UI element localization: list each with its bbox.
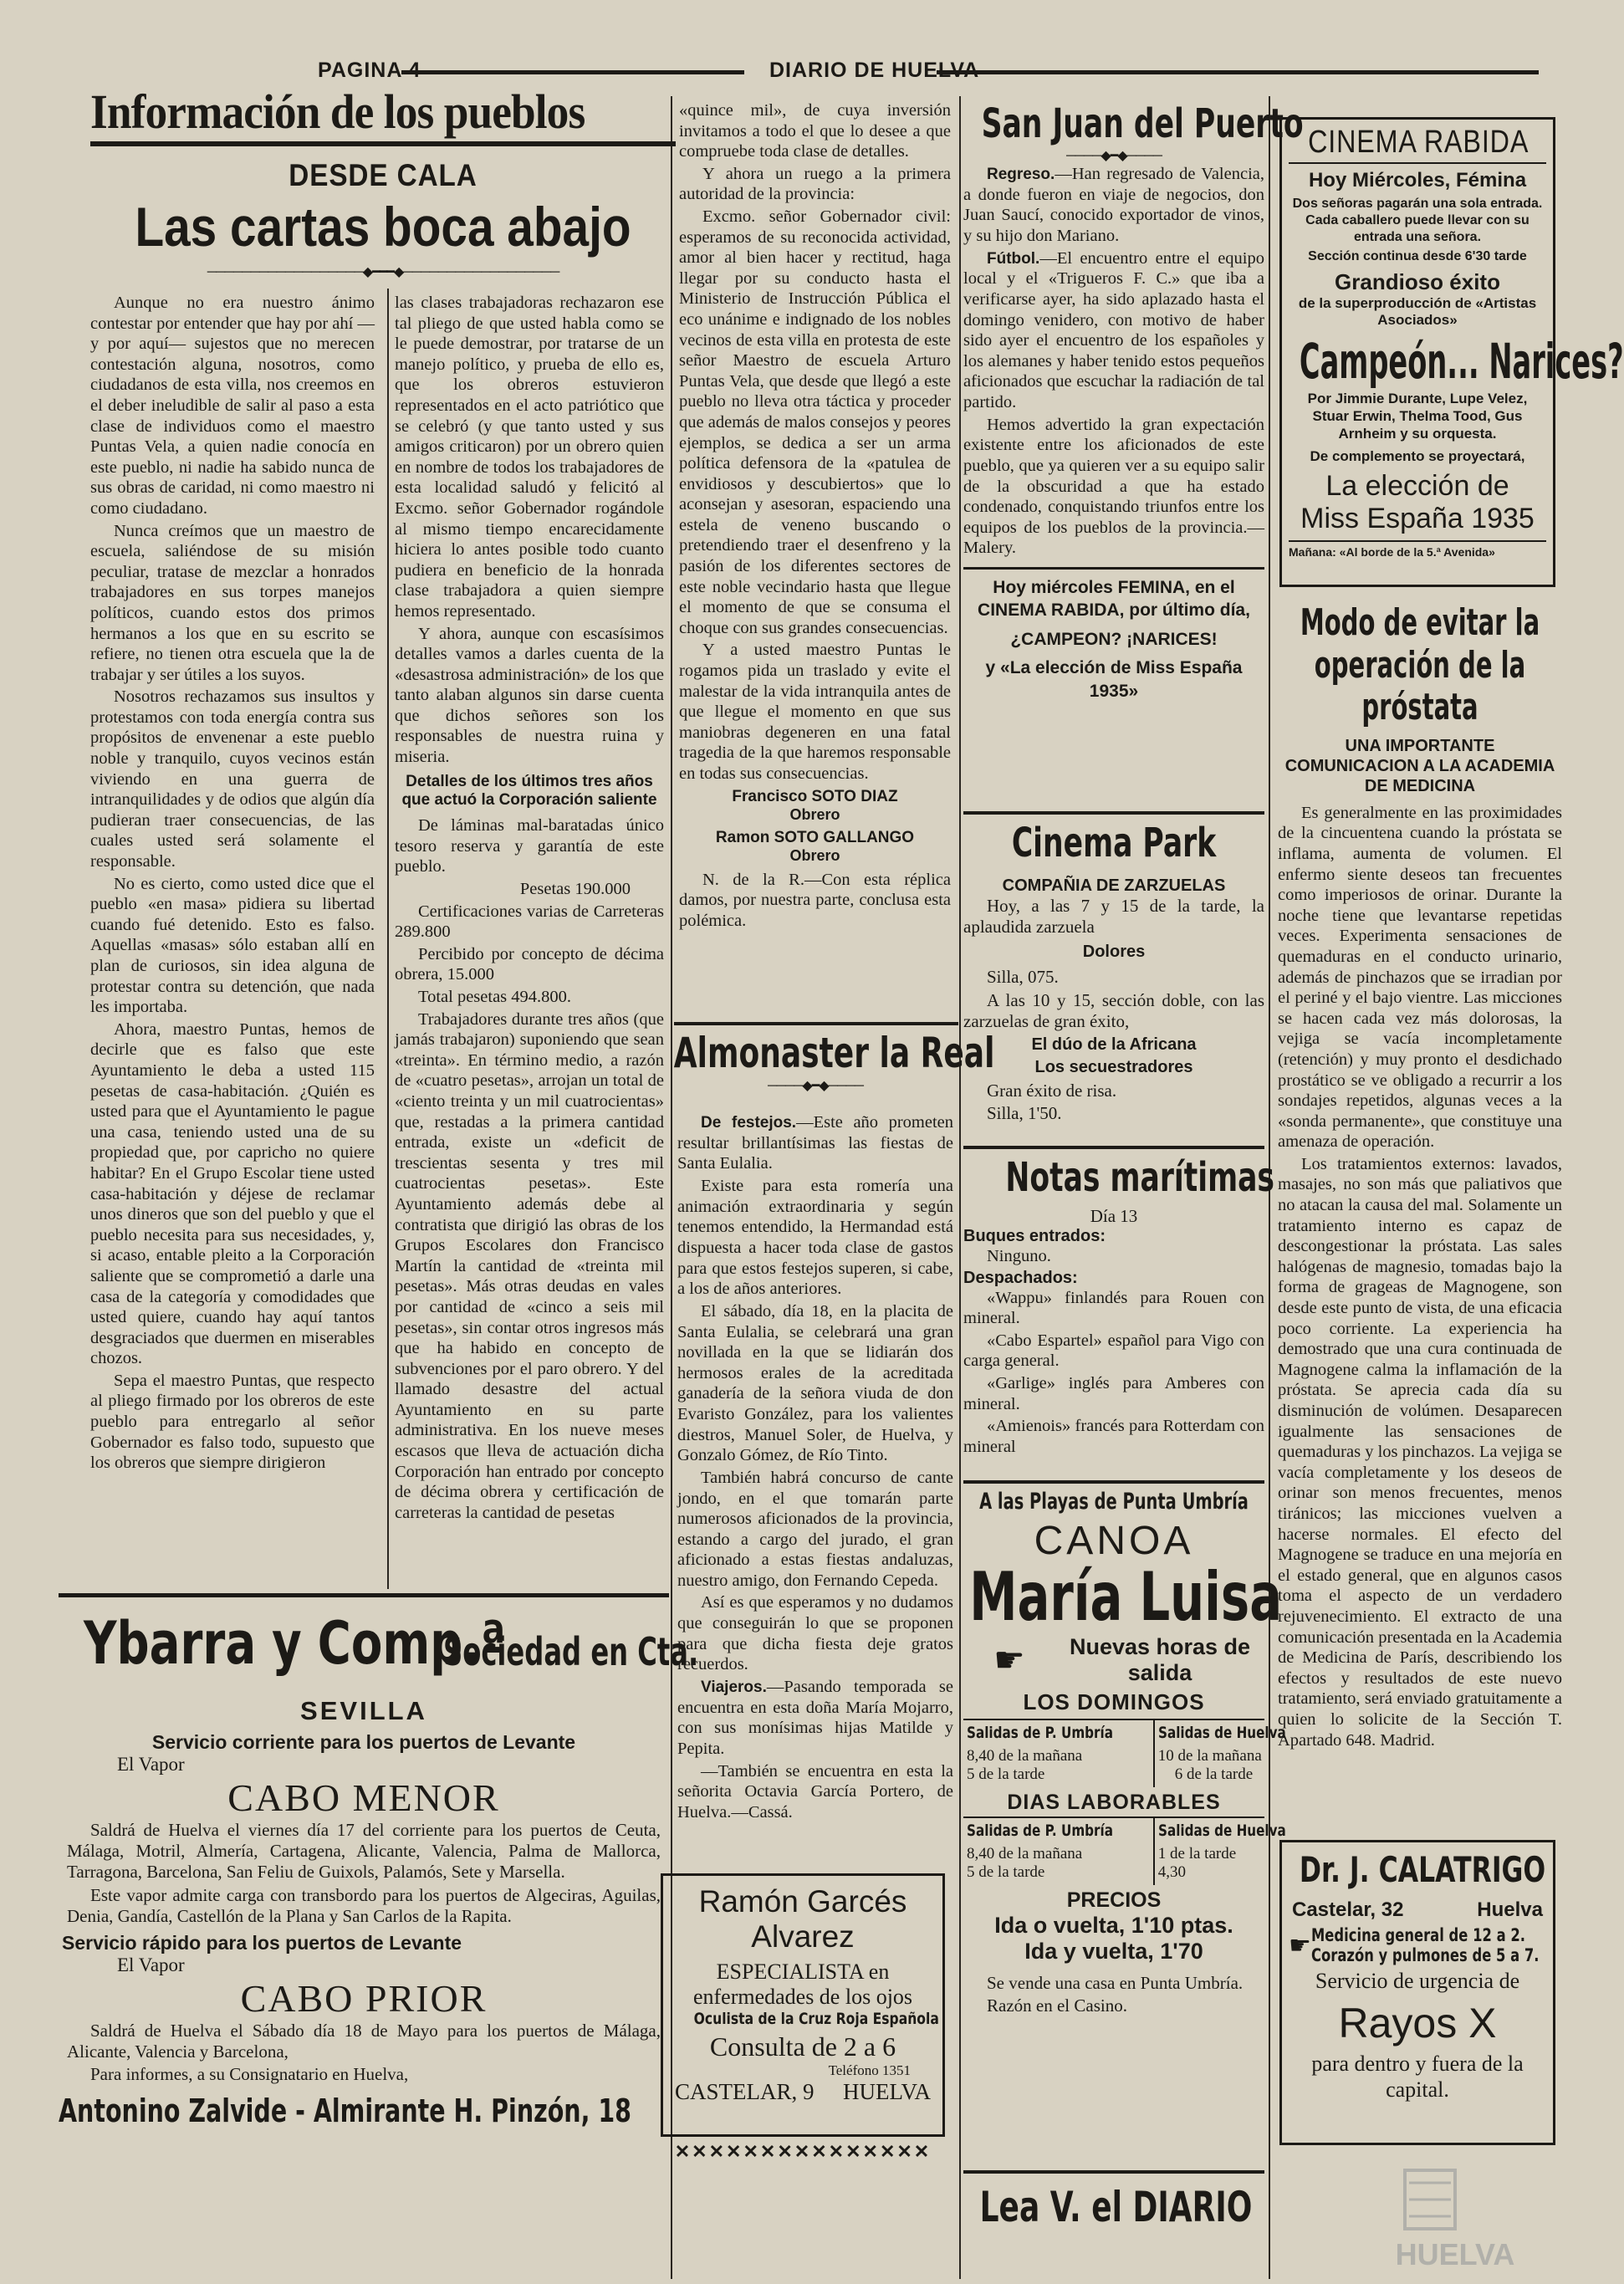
notas-maritimas	[963, 1154, 1275, 1459]
schedule-header: Salidas de P. Umbría	[967, 1724, 1114, 1743]
hours-line: Corazón y pulmones de 5 a 7.	[1310, 1945, 1540, 1965]
subheading: Detalles de los últimos tres años que actuó la Corporación saliente	[401, 772, 657, 810]
paragraph-text: —El encuentro entre el equipo local y el «Trigueros F. C.» que iba a verificarse ayer, ha sido aplazado hasta el domingo venidero, con motivo de haber sido ayer el encuentro de los españoles y los alemanes y haber tenido estos pequeños aficionados que escuchar la radiación de tal partido.	[963, 248, 1264, 411]
section-title: Notas marítimas	[1005, 1154, 1275, 1201]
play-title: Los secuestradores	[1034, 1057, 1193, 1076]
address: Castelar, 32	[1292, 1898, 1404, 1921]
exito: Grandioso éxito	[1335, 269, 1500, 294]
ornament: ──────────────────◆━━━◆──────────────────	[207, 265, 559, 279]
ybarra-ad	[59, 1597, 699, 2266]
subheading: Despachados:	[963, 1268, 1078, 1287]
ship-item: «Garlige» inglés para Amberes con mineral.	[963, 1373, 1264, 1413]
paragraph: De láminas mal-baratadas único tesoro reserva y garantía de este pueblo.	[395, 816, 664, 876]
paragraph: Ahora, maestro Puntas, hemos de decirle que es falso que este Ayuntamiento le deba a usted 115 pesetas de casa-habitación. ¿Quién es usted para que el Ayuntamiento le pague una casa, teniendo usted una de su propiedad que, por capricho no quiere habitar? En el Grupo Escolar tiene usted casa-habitación y déjese de reclamar unos dineros que son del pueblo y que el pueblo necesita para sus necesidades, y, si acaso, entable pleito a la Corporación saliente que se comprometió a darle una casa de la categoría y comodidades que usted quiere, cuando hay aquí tantos desgraciados que duermen en miserables chozos.	[90, 1019, 375, 1368]
coverage: para dentro y fuera de la capital.	[1311, 2052, 1524, 2103]
editor-note: N. de la R.—Con esta réplica damos, por nuestra parte, conclusa esta polémica.	[679, 870, 951, 930]
ship-name: CABO PRIOR	[240, 1976, 488, 2020]
film-title: Campeón... Narices?	[1299, 332, 1624, 390]
cala-header	[90, 84, 676, 280]
sundays: LOS DOMINGOS	[1023, 1689, 1205, 1715]
film-title: La elección de	[1325, 469, 1509, 502]
paragraph: Los tratamientos externos: lavados, masajes, no son más que paliativos que no atacan la causa del mal. Solamente un tratamiento interno es capaz de descongestionar la próstata. Las sales halógenas de magnesio, tomadas bajo la forma de grageas de Magnogene, son desde este punto de vista, de una eficacia poco corriente. La experiencia ha demostrado que una cura continuada de Magnogene calma la inflamación de la próstata. Se aprecia cada día su disminución de volúmen. Desaparecen igualmente las sensaciones de quemaduras y los pinchazos. La vejiga se vacía completamente y los deseos de orinar son menos frecuentes, menos tiránicos; las micciones vuelven a hacerse normales. El efecto del Magnogene se traduce en una mejoría en el estado general, que en algunos casos toma el aspecto de un verdadero rejuvenecimiento. El extracto de una comunicación presentada en la Academia de Medicina de París, describiendo los efectos y resultados de este nuevo tratamiento, será enviado gratuitamente a quien lo solicite de la Sección T. Apartado 648. Madrid.	[1278, 1154, 1562, 1750]
price: Ida o vuelta, 1'10 ptas.	[994, 1913, 1233, 1939]
schedule-header: Salidas de Huelva	[1157, 1724, 1286, 1743]
signature: Ramon SOTO GALLANGO	[715, 828, 915, 846]
femina-film: ¿CAMPEON? ¡NARICES!	[1010, 630, 1218, 650]
kicker: DESDE CALA	[289, 158, 477, 192]
ybarra-tag: Sociedad en Cta.	[443, 1629, 699, 1674]
price: Ida y vuelta, 1'70	[1024, 1939, 1203, 1965]
price: Silla, 1'50.	[987, 1103, 1062, 1124]
hours	[1289, 1925, 1546, 1965]
ybarra-logo: Ybarra y Comp.ª	[84, 1609, 506, 1678]
cinema-name: CINEMA RABIDA	[1308, 125, 1530, 160]
section-title: San Juan del Puerto	[981, 100, 1304, 147]
paragraph	[677, 1592, 953, 1675]
ornament-row: ✕✕✕✕✕✕✕✕✕✕✕✕✕✕✕	[674, 2141, 932, 2162]
ship-name: CABO MENOR	[227, 1776, 500, 1819]
page-header	[318, 59, 1547, 84]
paragraph	[677, 1112, 953, 1174]
paragraph: Y ahora, aunque con escasísimos detalles vamos a darles cuenta de la «desastrosa administración» de los que tanto alaban algunos sin darse cuenta que dichos señores son los responsables de nuestra ruina y miseria.	[395, 624, 664, 767]
urgency: Servicio de urgencia de	[1315, 1969, 1520, 1993]
paragraph: Certificaciones varias de Carreteras 289.800	[395, 902, 664, 942]
paragraph-text: —Han regresado de Valencia, a donde fueron en viaje de negocios, don Juan Saucí, conocido exportador de vinos, y su hijo don Mariano.	[963, 165, 1264, 245]
paragraph: Excmo. señor Gobernador civil: esperamos de su reconocida actividad, amor al bien hacer y rectitud, haga llegar por su conducto hasta el Ministerio de Instrucción Pública el eco unánime e indignado de los nobles vecinos de esta villa en protesta de este señor Maestro de escuela Arturo Puntas Vela, que desde que llegó a este pueblo no lleva otra táctica y proceder que además de malos consejos y peores ejemplos, se dedica a ser un arma política defensora de la «patulea de envidiosos y descubiertos» que lo aconsejan y asesoran, espaciendo una estela de veneno buscando o pretendiendo traer el desenfreno y la pasión de los diferentes sectores de este noble vecindario hasta que llegue el momento de que se consuma el choque con sus grandes consecuencias.	[679, 207, 951, 637]
ship-item: «Amienois» francés para Rotterdam con mineral	[963, 1417, 1264, 1456]
film-title: Miss España 1935	[1300, 502, 1535, 534]
consulta: Consulta de 2 a 6	[709, 2031, 896, 2062]
cala-col2	[395, 293, 664, 1525]
cast: Por Jimmie Durante, Lupe Velez, Stuar Erwin, Thelma Tood, Gus Arnheim y su orquesta.	[1307, 390, 1528, 442]
femina-notice: Hoy miércoles FEMINA, en el CINEMA RABIDA, por último día,	[978, 577, 1250, 621]
signature-role: Obrero	[789, 805, 840, 823]
section-title: Almonaster la Real	[673, 1029, 995, 1077]
schedule-header: Salidas de Huelva	[1157, 1822, 1286, 1841]
femina-film: y «La elección de Miss España 1935»	[985, 658, 1243, 701]
time: 4,30	[1157, 1863, 1187, 1882]
almonaster-section: Almonaster la Real ────◆━◆────	[673, 1029, 995, 1093]
play-title: El dúo de la Africana	[1031, 1035, 1197, 1054]
canoa-ad	[963, 1489, 1286, 2018]
boat-name: María Luisa	[969, 1558, 1283, 1636]
paragraph: Sepa el maestro Puntas, que respecto al pliego firmado por los obreros de este pueblo para entregarlo al señor Gobernador es falso todo, supuesto que los obreros que siempre dirigieron	[90, 1371, 375, 1473]
agent-line: Antonino Zalvide - Almirante H. Pinzón, 18	[59, 2092, 631, 2129]
amount: Pesetas 190.000	[519, 880, 631, 899]
showtime: Hoy, a las 7 y 15 de la tarde, la aplaudida zarzuela	[963, 896, 1264, 938]
time: 10 de la mañana	[1157, 1747, 1262, 1765]
notice: Se vende una casa en Punta Umbría.	[987, 1973, 1244, 1994]
canoa-top: A las Playas de Punta Umbría	[979, 1489, 1249, 1515]
time: 5 de la tarde	[967, 1863, 1045, 1882]
doctor-name: Dr. J. CALATRIGO	[1299, 1849, 1546, 1890]
session: Sección continua desde 6'30 tarde	[1308, 249, 1527, 263]
stamp-text: HUELVA	[1395, 2237, 1515, 2271]
xray: Rayos X	[1338, 2000, 1497, 2046]
new-times: Nuevas horas de salida	[1069, 1634, 1251, 1686]
paragraph-text: El sábado, día 18, en la placita de Santa Eulalia, se celebrará una gran novillada en la que se lidiarán dos hermosos erales de la acreditada ganadería de la señora viuda de don Evaristo González, para los valientes diestros, Manuel Soler, de Huelva, y Gonzalo Gómez, de Río Tinto.	[677, 1301, 953, 1465]
city: HUELVA	[842, 2079, 931, 2104]
ship-item: «Cabo Espartel» español para Vigo con carga general.	[963, 1331, 1264, 1371]
paragraph-text: Hemos advertido la gran expectación existente entre los aficionados de este pueblo, que ya quieren ver a su equipo salir de la obscuridad a que ha estado condenado, conquistando triunfos entre los equipos de los pueblos de la provincia.—Malery.	[963, 415, 1264, 558]
seal-icon	[1371, 2166, 1539, 2275]
ybarra-service: Servicio corriente para los puertos de Levante	[151, 1731, 576, 1753]
paragraph-text: Así es que esperamos y no dudamos que conseguirán lo que se proponen para que dicha fiesta deje gratos recuerdos.	[677, 1593, 953, 1674]
price: Silla, 075.	[987, 967, 1059, 988]
prices-heading: PRECIOS	[1066, 1888, 1162, 1913]
specialty: enfermedades de los ojos	[692, 1985, 913, 2009]
paragraph: No es cierto, como usted dice que el pueblo «en masa» pidiera su libertad cuando fué detenido. Esto es falso. Aquellas «masas» sólo estaban allí en plan de curiosos, sin idea alguna de protestar contra su detención, que nada les importaba.	[90, 874, 375, 1017]
tomorrow: Mañana: «Al borde de la 5.ª Avenida»	[1289, 544, 1495, 559]
signature: Francisco SOTO DIAZ	[732, 787, 898, 805]
paragraph	[963, 415, 1264, 559]
garces-ad	[661, 1873, 945, 2137]
date: Día 13	[1090, 1206, 1138, 1226]
weekdays: DIAS LABORABLES	[1007, 1791, 1221, 1815]
address: CASTELAR, 9	[675, 2079, 815, 2104]
time: 6 de la tarde	[1174, 1765, 1254, 1784]
telefono: Teléfono 1351	[828, 2062, 911, 2078]
lead-in: Viajeros.	[701, 1679, 767, 1697]
ybarra-service: Servicio rápido para los puertos de Levante	[62, 1931, 462, 1954]
notice: Razón en el Casino.	[987, 1995, 1127, 2016]
note: Gran éxito de risa.	[987, 1080, 1117, 1101]
cala-col1	[90, 293, 375, 1475]
paragraph	[677, 1468, 953, 1592]
cala-col3	[679, 100, 951, 933]
lead-in: Fútbol.	[987, 249, 1040, 268]
article-title: Las cartas boca abajo	[135, 196, 631, 258]
section-title: Información de los pueblos	[90, 84, 585, 139]
cruz-roja: Oculista de la Cruz Roja Española	[693, 2010, 939, 2028]
calatrigo-ad	[1279, 1840, 1555, 2145]
paragraph: Y a usted maestro Puntas le rogamos pida un traslado y evite el malestar de la vida intranquila antes de que llegue el momento en que sus maniobras degeneren en una fatal tragedia de la que haremos responsable en todas sus consecuencias.	[679, 641, 951, 783]
paragraph-text: —Pasando temporada se encuentra en esta doña María Mojarro, con sus monísimas hijas Matilde y Pepita.	[677, 1678, 953, 1759]
time: 1 de la tarde	[1157, 1845, 1237, 1863]
canoa-label: CANOA	[1034, 1519, 1194, 1563]
paragraph	[963, 248, 1264, 413]
hand-icon: ☛	[993, 1642, 1025, 1681]
paragraph	[677, 1761, 953, 1823]
paragraph: las clases trabajadoras rechazaron ese tal pliego de que usted habla como se le puede demostrar, por tratarse de un manejo político, y prueba de ello es, que los obreros estuvieron representados en el acto patriótico que se celebró (y que tanto usted y sus amigos criticaron) por un obrero quien en nombre de todos los trabajadores de esta localidad saludó y felicitó al Excmo. señor Gobernador rogándole al mismo tiempo encarecidamente hiciera lo antes posible todo cuanto pudiera en beneficio de la honrada clase trabajadora a quien siempre hemos representado.	[395, 294, 664, 621]
paragraph-text: Existe para esta romería una animación extraordinaria y según tenemos entendido, la Hermandad está dispuesta a hacer toda clase de gastos para que estos festejos superen, si cabe, a los de años anteriores.	[677, 1176, 953, 1299]
ybarra-text: Saldrá de Huelva el viernes día 17 del corriente para los puertos de Ceuta, Málaga, Motril, Almería, Cartagena, Alicante, Valencia, Palma de Mallorca, Tarragona, Barcelona, San Feliu de Guixols, Palamós, Sete y Marsella.	[67, 1820, 661, 1883]
hand-icon: ☛	[1289, 1931, 1311, 1960]
showtime: A las 10 y 15, sección doble, con las zarzuelas de gran éxito,	[963, 989, 1264, 1031]
doctor-name: Alvarez	[751, 1919, 855, 1954]
paragraph-text: —También se encuentra en esta la señorita Octavia García Portero, de Huelva.—Cassá.	[677, 1761, 953, 1822]
subtitle: UNA IMPORTANTE COMUNICACION A LA ACADEMIA DE MEDICINA	[1284, 736, 1555, 795]
doctor-name: Ramón Garcés	[698, 1884, 907, 1919]
paragraph	[677, 1301, 953, 1466]
ybarra-text: Saldrá de Huelva el Sábado día 18 de Mayo para los puertos de Málaga, Alicante, Valencia y Barcelona,	[67, 2020, 661, 2062]
lea-diario: Lea V. el DIARIO	[979, 2183, 1253, 2231]
newspaper-name: DIARIO DE HUELVA	[769, 59, 980, 82]
vapor-label: El Vapor	[117, 1954, 185, 1975]
complement: De complemento se proyectará,	[1310, 447, 1525, 464]
paragraph	[963, 164, 1264, 247]
paragraph: Nosotros rechazamos sus insultos y protestamos con toda energía contra sus propósitos de envenenar a este pueblo noble y tranquilo, cuyos vecinos están viviendo en una guerra de intranquilidades y de odios que algún día pudieran traer consecuencias, de las cuales usted será solamente el responsable.	[90, 687, 375, 871]
paragraph: Aunque no era nuestro ánimo contestar por entender que hay por ahí —y por aquí— sujestos que no merecen contestación alguna, nosotros, como ciudadanos de esta villa, nos creemos en el deber ineludible de salir al paso a esta clase de individuos como el maestro Puntas Vela, a quien nadie conocía en este pueblo, ni nadie ha sabido nunca de sus obras de caridad, ni como maestro ni como ciudadano.	[90, 294, 375, 518]
schedule-header: Salidas de P. Umbría	[967, 1822, 1114, 1841]
rabida-ad	[1279, 117, 1624, 587]
ybarra-city: SEVILLA	[300, 1696, 427, 1725]
article-title: Modo de evitar la operación de la próstata	[1300, 601, 1540, 729]
ship-item: «Wappu» finlandés para Rouen con mineral.	[963, 1288, 1264, 1328]
ybarra-text: Para informes, a su Consignatario en Huelva,	[90, 2064, 409, 2085]
section-title: Cinema Park	[1011, 820, 1217, 866]
paragraph	[677, 1677, 953, 1760]
archive-seal-logo	[1371, 2166, 1539, 2275]
lead-in: Regreso.	[987, 166, 1055, 183]
almonaster-body	[677, 1112, 953, 1825]
paragraph: Nunca creímos que un maestro de escuela, saliéndose de su misión peculiar, tratase de mezclar a honrados trabajadores en sus torpes manejos políticos, cuando estos dos primos hermanos a los que en su escrito se refiere, no tienen otra escuela que la de trabajar y ser útiles a los suyos.	[90, 521, 375, 684]
hours-line: Medicina general de 12 a 2.	[1310, 1925, 1525, 1945]
paragraph: Ninguno.	[987, 1247, 1051, 1265]
subheading: Buques entrados:	[963, 1227, 1106, 1245]
ybarra-text: Este vapor admite carga con transbordo para los puertos de Algeciras, Aguilas, Denia, Gandía, Castellón de la Plana y San Carlos de la Rapita.	[67, 1884, 661, 1926]
time: 8,40 de la mañana	[967, 1747, 1083, 1765]
paragraph: Trabajadores durante tres años (que jamás trabajaron) suponiendo que sean «treinta». En término medio, a razón de «cuatro pesetas», arrojan un total de «ciento treinta y un mil cuatrocientas» que, restadas a la primera cantidad entrada, existe un «deficit de trescientas sesenta y tres mil cuatrocientas pesetas». Este Ayuntamiento además debe al contratista que dirigió las obras de los Grupos Escolares don Francisco Martín la cantidad de «treinta mil pesetas». Más otras deudas en vales por cantidad de «cinco a seis mil pesetas», sin contar otros ingresos más que ha habido en concepto de subvenciones por el paro obrero. Y del llamado desastre del actual Ayuntamiento en su parte administrativa. En los nueve meses escasos que lleva de actuación dicha Corporación han entrado por concepto de décima obrera y certificación de carreteras la cantidad de pesetas	[395, 1009, 664, 1522]
page-number: PAGINA 4	[318, 59, 421, 82]
play-title: Dolores	[1082, 943, 1146, 962]
producer: de la superproducción de «Artistas Asociados»	[1298, 295, 1537, 329]
company: COMPAÑIA DE ZARZUELAS	[1002, 876, 1226, 895]
today: Hoy Miércoles, Fémina	[1308, 169, 1527, 192]
paragraph-text: —Este año prometen resultar brillantísimas las fiestas de Santa Eulalia.	[677, 1113, 954, 1173]
paragraph-text: También habrá concurso de cante jondo, en el que tomarán parte numerosos aficionados de la provincia, estando a cargo del jurado, el gran aficionado a estas fiestas andaluzas, nuestro amigo, don Fernando Cepeda.	[677, 1468, 953, 1590]
specialty: ESPECIALISTA en	[716, 1960, 890, 1984]
paragraph: «quince mil», de cuya inversión invitamos a todo el que lo desee a que compruebe toda clase de detalles.	[679, 101, 951, 161]
paragraph: Es generalmente en las proximidades de la cincuentena cuando la próstata se inflama, aumenta de volumen. El enfermo siente deseos tan frecuentes como imperiosos de orinar. Durante la noche tiene que levantarse repetidas veces. Experimenta sensaciones de quemaduras en el conducto urinario, además de pinchazos que se irradian por el periné y el bajo vientre. Las micciones se hacen cada vez más dolorosas, la vejiga se vacía incompletamente (retención) y muy pronto el desdichado prostático se ve obligado a recurrir a los sondajes repetidos, algunas veces a la «sonda permanente», que constituye una amenaza de operación.	[1278, 803, 1562, 1152]
time: 5 de la tarde	[967, 1765, 1045, 1784]
paragraph	[677, 1176, 953, 1300]
sanjuan-section: San Juan del Puerto ────◆━◆──── Regreso.—Han regresado de Valencia, a donde fueron en viaje de negocios, don Juan Saucí, conocido exportador de vinos, y su hijo don Mariano. Fútbol.—El encuentro entre el equipo local y el «Trigueros F. C.» que iba a verificarse ayer, ha sido aplazado hasta el domingo venidero, con motivo de haber sido ayer el encuentro de los españoles y los alemanes y haber tenido estos pequeños aficionados que escuchar la radiación de tal partido. Hemos advertido la gran expectación existente entre los aficionados de este pueblo, que ya quieren ver a su equipo salir de la obscuridad a que ha estado condenado, conquistando triunfos entre los equipos de los pueblos de la provincia.—Malery. Hoy miércoles FEMINA, en el CINEMA RABIDA, por último día, ¿CAMPEON? ¡NARICES! y «La elección de Miss España 1935»	[963, 100, 1264, 703]
paragraph: Percibido por concepto de décima obrera, 15.000	[395, 944, 664, 984]
promo: Dos señoras pagarán una sola entrada. Cada caballero puede llevar con su entrada una señora.	[1292, 197, 1543, 244]
city: Huelva	[1477, 1898, 1543, 1921]
paragraph: Y ahora un ruego a la primera autoridad de la provincia:	[679, 164, 951, 204]
time: 8,40 de la mañana	[967, 1845, 1083, 1863]
signature-role: Obrero	[789, 846, 840, 864]
cinema-park	[963, 820, 1264, 1126]
lead-in: De festejos.	[701, 1114, 797, 1132]
prostata-article	[1278, 602, 1562, 1752]
vapor-label: El Vapor	[117, 1754, 185, 1775]
total: Total pesetas 494.800.	[418, 988, 572, 1006]
